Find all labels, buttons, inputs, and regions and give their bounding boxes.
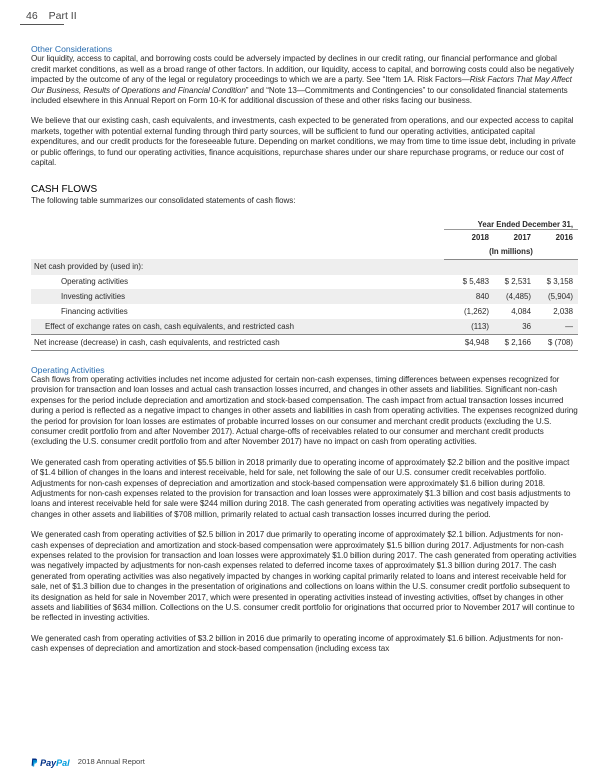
year-header-2017: 2017 — [494, 230, 536, 245]
logo-text-pal: Pal — [56, 758, 70, 768]
page-footer — [31, 757, 145, 768]
cell-2017: (4,485) — [494, 289, 536, 304]
report-label: 2018 Annual Report — [77, 757, 145, 766]
page-number: 46 — [26, 10, 38, 22]
row-label: Operating activities — [61, 277, 129, 287]
cell-2017: 36 — [494, 319, 536, 334]
operating-activities-para3: We generated cash from operating activities of $2.5 billion in 2017 due primarily to operating income of approximately $2.1 billion. Adjustments for non-cash expenses of depreciation and amortization and stock-based compensation were approximately $1.5 billion during 2017. Adjustments for non-cash expenses related to the provision for transaction and loan losses were approximately $1.0 billion during 2017. The cash generated from operating activities was negatively impacted by adjustments for non-cash expenses related to deferred income taxes of approximately $1.3 billion during 2017. The cash generated from operating activities was also negatively impacted by changes in working capital primarily related to loans and interest receivable held for sale, net of $1.3 billion due to changes in the presentation of originations and collections on loans within the U.S. consumer credit portfolio subsequent to its designation as held for sale in November 2017, which were presented in operating activities instead of investing activities, offset by changes in other assets and liabilities of $634 million. Collections on the U.S. consumer credit portfolio for originations that occurred prior to November 2017 will continue to be reflected in investing activities. — [31, 530, 577, 623]
para1-text-b: ” and “Note 13—Commitments and Contingencies” to our consolidated financial statements included elsewhere in this Annual Report on Form 10-K for additional discussion of these and other risks facing our business. — [31, 85, 568, 106]
year-header-2018: 2018 — [444, 230, 494, 245]
page-header — [26, 10, 77, 22]
operating-activities-heading: Operating Activities — [31, 364, 105, 375]
cell-2018: (1,262) — [463, 307, 489, 317]
cell-2018: $ 5,483 — [462, 277, 489, 287]
paypal-p-icon — [31, 758, 38, 767]
other-considerations-heading: Other Considerations — [31, 44, 113, 54]
other-considerations-para1 — [31, 54, 578, 106]
cell-2016: — — [536, 319, 578, 334]
operating-activities-para4: We generated cash from operating activities of $3.2 billion in 2016 due primarily to operating income of approximately $1.6 billion. Adjustments for non-cash expenses of depreciation and amortization and stock-based compensation (including excess tax — [31, 633, 564, 654]
row-label: Investing activities — [31, 289, 444, 304]
cell-2016: $ (708) — [536, 334, 578, 350]
cash-flows-title: CASH FLOWS — [31, 184, 98, 196]
operating-activities-para1: Cash flows from operating activities includes net income adjusted for certain non-cash expenses, timing differences between expenses recognized for provision for transaction and loan losses and actual cash transaction losses incurred, and changes in other assets and liabilities. Significant non-cash expenses for the period include depreciation and amortization and stock-based compensation. The cash impact from actual transaction losses incurred during a period is reflected as a negative impact to changes in other assets and liabilities in cash from operating activities. The expenses recognized during the period for provision for loan losses are estimates of probable incurred losses on our consumer and merchant credit products (excluding the U.S. consumer credit portfolio from and after November 2017). Actual charge-offs of receivables related to our consumer and merchant credit products (excluding the U.S. consumer credit portfolio from and after November 2017) have no impact on cash from operating activities. — [31, 374, 578, 447]
row-label: Financing activities — [61, 307, 128, 317]
row-label: Effect of exchange rates on cash, cash equivalents, and restricted cash — [31, 319, 444, 334]
cell-2018: (113) — [444, 319, 494, 334]
year-header-2016: 2016 — [536, 230, 578, 245]
cell-2017: 4,084 — [511, 307, 531, 317]
header-rule — [20, 24, 64, 25]
row-label: Net cash provided by (used in): — [31, 259, 444, 274]
para1-italic-text: Risk Factors That May Affect Our Business, Results of Operations and Financial Condition — [31, 75, 572, 95]
cash-flows-table — [31, 215, 578, 351]
logo-text-pay: Pay — [40, 758, 57, 768]
table-span-header: Year Ended December 31, — [477, 220, 573, 230]
page-content — [31, 44, 578, 655]
cell-2018: $4,948 — [444, 334, 494, 350]
cell-2017: $ 2,531 — [504, 277, 531, 287]
other-considerations-para2: We believe that our existing cash, cash equivalents, and investments, cash expected to be generated from operations, and our expected access to capital markets, together with potential external funding through third party sources, will be sufficient to fund our operating activities, anticipated capital expenditures, and our credit products for the foreseeable future. Depending on market conditions, we may from time to time issue debt, including in private or public offerings, to fund our operating activities, finance acquisitions, repurchase shares under our share repurchase programs, or reduce our cost of capital. — [31, 116, 576, 168]
table-row — [31, 275, 578, 290]
table-row — [31, 334, 578, 350]
cell-2018: 840 — [444, 289, 494, 304]
paypal-logo — [31, 758, 70, 768]
operating-activities-para2: We generated cash from operating activities of $5.5 billion in 2018 primarily due to operating income of approximately $2.2 billion and the positive impact of $1.4 billion of changes in the loans and interest receivable, held for sale, net following the sale of our U.S. consumer credit receivables portfolio. Adjustments for non-cash expenses of depreciation and amortization and stock-based compensation were approximately $1.6 billion during 2018. Adjustments for non-cash expenses related to the provision for transaction and loan losses were approximately $1.3 billion and cost basis adjustments to loans and interest receivable held for sale were $244 million during 2018. The cash generated from operating activities was negatively impacted by changes in other assets and liabilities of $708 million, primarily related to actual cash transaction losses incurred during the period. — [31, 457, 571, 519]
cell-2016: $ 3,158 — [546, 277, 573, 287]
cell-2016: 2,038 — [553, 307, 573, 317]
row-label: Net increase (decrease) in cash, cash equivalents, and restricted cash — [31, 334, 444, 350]
section-label: Part II — [48, 10, 77, 22]
cell-2017: $ 2,166 — [494, 334, 536, 350]
unit-header: (In millions) — [444, 244, 578, 259]
para1-text-a: Our liquidity, access to capital, and borrowing costs could be adversely impacted by declines in our credit rating, our financial performance and global credit market conditions, as well as a broad range of other factors. In addition, our liquidity, access to capital, and borrowing costs could also be negatively impacted by the outcome of any of the legal or regulatory proceedings to which we are a party. See “Item 1A. Risk Factors— — [31, 54, 574, 85]
cell-2016: (5,904) — [536, 289, 578, 304]
table-row — [31, 304, 578, 319]
cash-flows-intro: The following table summarizes our consolidated statements of cash flows: — [31, 196, 296, 206]
table-row — [31, 289, 578, 304]
table-row — [31, 319, 578, 334]
table-row — [31, 259, 578, 274]
